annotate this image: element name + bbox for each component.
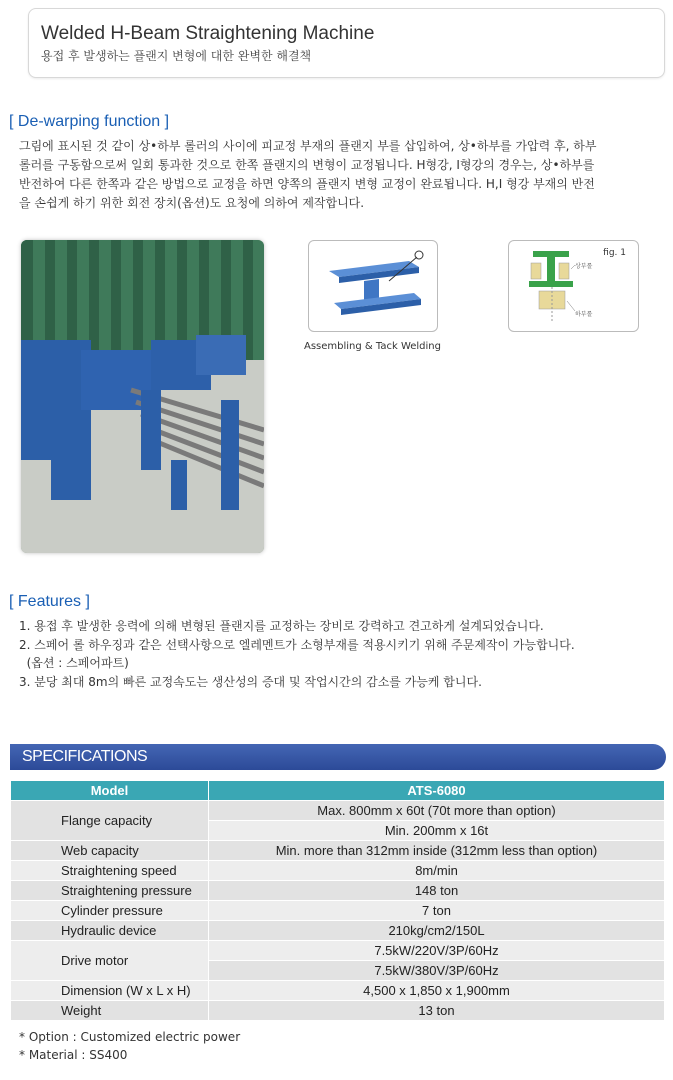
dewarping-heading: [ De-warping function ] [9, 113, 170, 130]
dewarping-line: 을 손쉽게 하기 위한 회전 장치(옵션)도 요청에 의하여 제작합니다. [19, 196, 365, 210]
specifications-table [10, 780, 665, 1021]
table-cell-value: 7 ton [209, 901, 665, 921]
table-cell-label: Flange capacity [11, 801, 209, 841]
fig1-upper-roller-label: 상부롤 [575, 263, 593, 270]
features-heading: [ Features ] [9, 593, 90, 610]
table-row [11, 921, 665, 941]
table-row [11, 841, 665, 861]
table-header-model: Model [11, 781, 209, 801]
h-beam-diagram [309, 241, 438, 332]
assembling-thumbnail [308, 240, 438, 332]
notes [19, 1028, 240, 1064]
table-cell-label: Dimension (W x L x H) [11, 981, 209, 1001]
table-header-model-value: ATS-6080 [209, 781, 665, 801]
table-cell-label: Cylinder pressure [11, 901, 209, 921]
dewarping-line: 반전하여 다른 한쪽과 같은 방법으로 교정을 하면 양쪽의 플랜지 변형 교정이 완료됩니다. H,I 형강 부재의 반전 [19, 177, 595, 191]
table-cell-value: Min. more than 312mm inside (312mm less than option) [209, 841, 665, 861]
table-row [11, 941, 665, 961]
features-item: (옵션 : 스페어파트) [19, 656, 129, 670]
table-cell-label: Hydraulic device [11, 921, 209, 941]
table-cell-value: Min. 200mm x 16t [209, 821, 665, 841]
table-row [11, 901, 665, 921]
table-row [11, 881, 665, 901]
table-cell-value: 8m/min [209, 861, 665, 881]
dewarping-line: 그림에 표시된 것 같이 상•하부 롤러의 사이에 피교정 부재의 플랜지 부를 삽입하여, 상•하부를 가압력 후, 하부 [19, 139, 597, 153]
fig1-thumbnail [508, 240, 639, 332]
machine-photo-illustration [21, 240, 264, 553]
table-row [11, 981, 665, 1001]
page-title: Welded H-Beam Straightening Machine [41, 23, 375, 44]
table-cell-value: 148 ton [209, 881, 665, 901]
fig1-label: fig. 1 [603, 248, 626, 258]
table-header-row [11, 781, 665, 801]
assembling-caption: Assembling & Tack Welding [304, 341, 441, 352]
table-cell-label: Straightening pressure [11, 881, 209, 901]
machine-photo [21, 240, 264, 553]
dewarping-text [19, 137, 664, 213]
title-box [28, 8, 665, 78]
table-cell-label: Web capacity [11, 841, 209, 861]
table-row [11, 861, 665, 881]
dewarping-line: 롤러를 구동함으로써 일회 통과한 것으로 한쪽 플랜지의 변형이 교정됩니다. H형강, I형강의 경우는, 상•하부를 [19, 158, 595, 172]
note-material: * Material : SS400 [19, 1048, 128, 1062]
specifications-bar [10, 744, 666, 770]
table-cell-label: Drive motor [11, 941, 209, 981]
specifications-title: SPECIFICATIONS [22, 748, 148, 765]
table-cell-value: 7.5kW/380V/3P/60Hz [209, 961, 665, 981]
table-cell-value: 210kg/cm2/150L [209, 921, 665, 941]
page-subtitle: 용접 후 발생하는 플랜지 변형에 대한 완벽한 해결책 [41, 49, 312, 63]
table-cell-label: Weight [11, 1001, 209, 1021]
features-item: 2. 스페어 롤 하우징과 같은 선택사항으로 엘레멘트가 소형부재를 적용시키기 위해 주문제작이 가능합니다. [19, 637, 575, 652]
note-option: * Option : Customized electric power [19, 1030, 241, 1044]
table-row [11, 801, 665, 821]
table-cell-value: 13 ton [209, 1001, 665, 1021]
features-item: 3. 분당 최대 8m의 빠른 교정속도는 생산성의 증대 및 작업시간의 감소를 가능케 합니다. [19, 674, 482, 689]
features-list [19, 617, 575, 691]
table-cell-label: Straightening speed [11, 861, 209, 881]
table-cell-value: 4,500 x 1,850 x 1,900mm [209, 981, 665, 1001]
fig1-lower-roller-label: 하부롤 [575, 311, 593, 318]
features-item: 1. 용접 후 발생한 응력에 의해 변형된 플랜지를 교정하는 장비로 강력하고 견고하게 설계되었습니다. [19, 619, 544, 633]
table-cell-value: Max. 800mm x 60t (70t more than option) [209, 801, 665, 821]
table-cell-value: 7.5kW/220V/3P/60Hz [209, 941, 665, 961]
table-row [11, 1001, 665, 1021]
